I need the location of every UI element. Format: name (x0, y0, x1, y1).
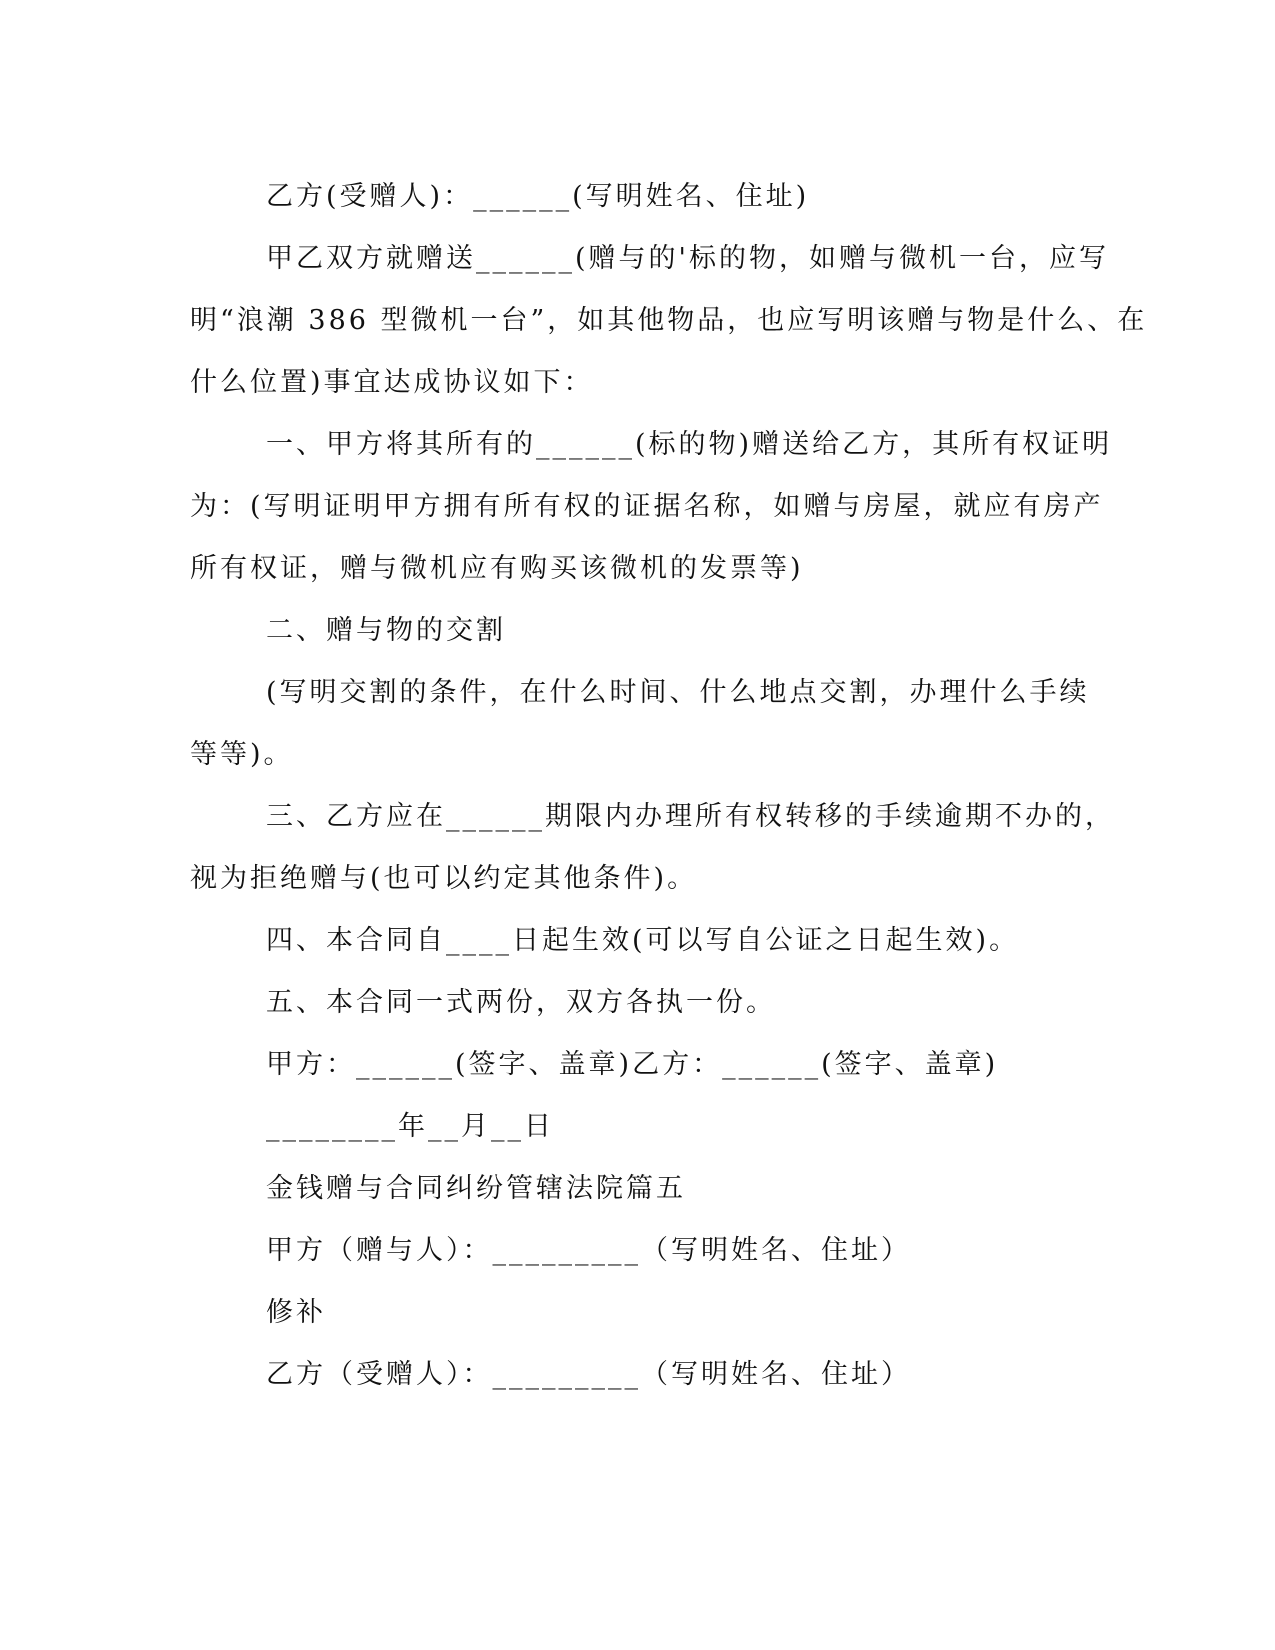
clause-2-line-1: (写明交割的条件，在什么时间、什么地点交割，办理什么手续 (266, 677, 1090, 708)
clause-1-line-2: 为：(写明证明甲方拥有所有权的证据名称，如赠与房屋，就应有房产 (190, 491, 1104, 522)
clause-5-line: 五、本合同一式两份，双方各执一份。 (266, 987, 776, 1018)
document-body (190, 166, 1148, 1406)
party-b-line-2: 乙方（受赠人）：_________（写明姓名、住址） (266, 1359, 911, 1390)
clause-1-line-3: 所有权证，赠与微机应有购买该微机的发票等) (190, 553, 804, 584)
repair-line: 修补 (266, 1297, 326, 1328)
clause-1-line-1: 一、甲方将其所有的______(标的物)赠送给乙方，其所有权证明 (266, 429, 1113, 460)
section-title: 金钱赠与合同纠纷管辖法院篇五 (266, 1173, 686, 1204)
agreement-intro-line-2: 明“浪潮 386 型微机一台”，如其他物品，也应写明该赠与物是什么、在 (190, 305, 1148, 336)
date-line: ________年__月__日 (266, 1111, 554, 1142)
clause-2-line-2: 等等)。 (190, 739, 294, 770)
clause-3-line-2: 视为拒绝赠与(也可以约定其他条件)。 (190, 863, 698, 894)
clause-4-line: 四、本合同自____日起生效(可以写自公证之日起生效)。 (266, 925, 1020, 956)
party-a-line: 甲方（赠与人）：_________（写明姓名、住址） (266, 1235, 911, 1266)
clause-2-heading: 二、赠与物的交割 (266, 615, 506, 646)
signature-line: 甲方：______(签字、盖章)乙方：______(签字、盖章) (266, 1049, 999, 1080)
clause-3-line-1: 三、乙方应在______期限内办理所有权转移的手续逾期不办的， (266, 801, 1115, 832)
agreement-intro-line-3: 什么位置)事宜达成协议如下： (190, 367, 594, 398)
agreement-intro-line-1: 甲乙双方就赠送______(赠与的'标的物，如赠与微机一台，应写 (266, 243, 1109, 274)
party-b-line: 乙方(受赠人)：______(写明姓名、住址) (266, 181, 810, 212)
